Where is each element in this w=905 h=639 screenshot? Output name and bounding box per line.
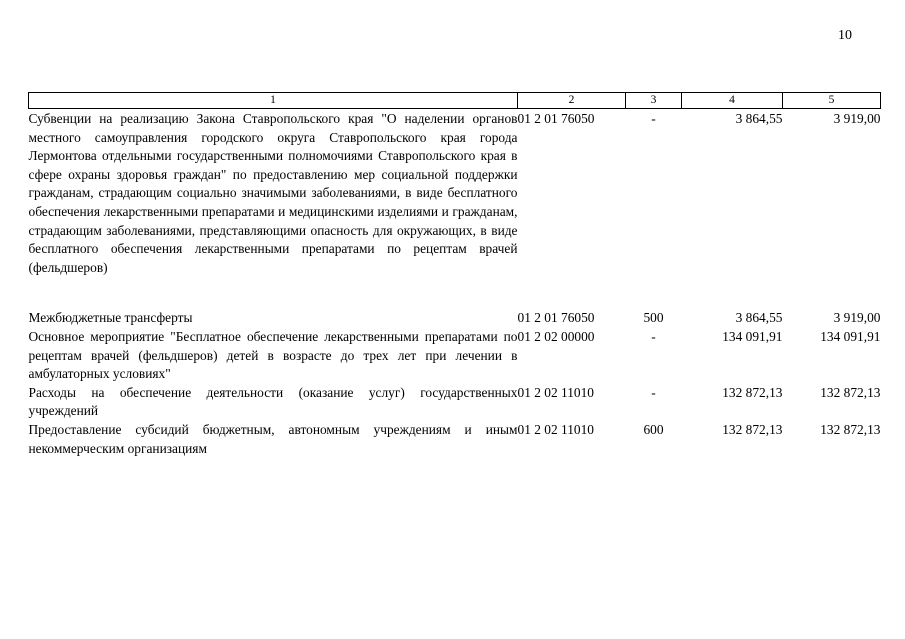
row-spacer	[29, 277, 881, 309]
row-value-4: 132 872,13	[722, 384, 783, 400]
table-row	[29, 421, 881, 458]
table-row	[29, 384, 881, 421]
column-number-header	[29, 93, 881, 109]
column-2-header: 2	[518, 93, 626, 109]
column-5-header: 5	[783, 93, 881, 109]
column-1-header: 1	[29, 93, 518, 109]
row-value-5: 3 919,00	[833, 310, 881, 326]
column-3-header: 3	[626, 93, 682, 109]
budget-table	[28, 92, 881, 458]
table-row	[29, 109, 881, 278]
row-type: -	[651, 328, 656, 344]
page-number: 10	[838, 28, 852, 43]
table-row	[29, 328, 881, 384]
row-name: Субвенции на реализацию Закона Ставропольского края "О наделении органов местного самоуправления городского округа Ставропольского края города Лермонтова отдельными государственными полномочиями Ставропольского края в сфере охраны здоровья граждан" по предоставлению мер социальной поддержки гражданам, страдающим социально значимыми заболеваниями, в виде бесплатного обеспечения лекарственными препаратами и медицинскими изделиями и гражданам, страдающим заболеваниями, представляющими опасность для окружающих, в виде бесплатного обеспечения лекарственными препаратами по рецептам врачей (фельдшеров)	[28, 111, 518, 275]
row-name: Межбюджетные трансферты	[28, 310, 193, 326]
table-row	[29, 309, 881, 328]
row-value-4: 132 872,13	[722, 421, 783, 437]
row-code: 01 2 01 76050	[517, 111, 595, 126]
row-name: Основное мероприятие "Бесплатное обеспечение лекарственными препаратами по рецептам врачей (фельдшеров) детей в возрасте до трех лет при лечении в амбулаторных условиях"	[28, 328, 518, 382]
row-code: 01 2 02 11010	[517, 384, 594, 400]
row-value-5: 132 872,13	[820, 421, 881, 437]
row-value-4: 134 091,91	[722, 328, 783, 344]
row-value-5: 134 091,91	[820, 328, 881, 344]
row-name: Расходы на обеспечение деятельности (оказание услуг) государственных учреждений	[28, 384, 518, 419]
row-value-4: 3 864,55	[735, 111, 783, 126]
row-code: 01 2 02 00000	[517, 328, 595, 344]
row-name: Предоставление субсидий бюджетным, автономным учреждениям и иным некоммерческим организациям	[28, 421, 518, 456]
row-value-5: 3 919,00	[833, 111, 881, 126]
row-type: 600	[643, 421, 664, 437]
row-value-4: 3 864,55	[735, 310, 783, 326]
column-4-header: 4	[682, 93, 783, 109]
row-code: 01 2 02 11010	[517, 421, 594, 437]
row-value-5: 132 872,13	[820, 384, 881, 400]
row-type: -	[651, 111, 656, 126]
row-type: 500	[643, 310, 664, 326]
row-type: -	[651, 384, 656, 400]
row-code: 01 2 01 76050	[517, 310, 595, 326]
